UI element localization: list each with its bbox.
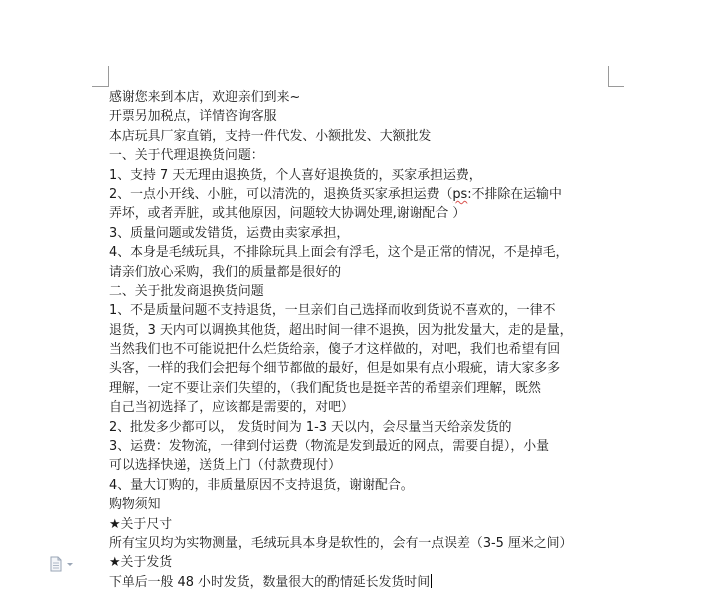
spellcheck-word[interactable]: ps	[452, 186, 468, 202]
text-line: 开票另加税点，详情咨询客服	[109, 109, 277, 125]
text-line: 请亲们放心采购，我们的质量都是很好的	[109, 264, 342, 280]
text-line: 退货，3 天内可以调换其他货，超出时间一律不退换，因为批发量大，走的是量，	[109, 322, 573, 338]
text-line-with-spellcheck: 2、一点小开线、小脏，可以清洗的，退换货买家承担运费（ps:不排除在运输中	[109, 186, 562, 202]
text-line: 弄坏，或者弄脏，或其他原因，问题较大协调处理,谢谢配合 ）	[109, 206, 466, 222]
text-line: 可以选择快递，送货上门（付款费现付）	[109, 458, 342, 474]
text-line: 1、支持 7 天无理由退换货，个人喜好退换货的，买家承担运费，	[109, 167, 482, 183]
text-line: 1、不是质量问题不支持退货，一旦亲们自己选择而收到货说不喜欢的，一律不	[109, 303, 556, 319]
section-heading: 一、关于代理退换货问题：	[109, 148, 264, 164]
text-line: 自己当初选择了，应该都是需要的，对吧）	[109, 400, 354, 416]
text-line: 理解，一定不要让亲们失望的，（我们配货也是挺辛苦的希望亲们理解，既然	[109, 380, 541, 396]
text-line-last	[109, 573, 609, 592]
last-line-text: 下单后一般 48 小时发货，数量很大的酌情延长发货时间	[109, 574, 431, 590]
document-icon[interactable]	[49, 556, 77, 572]
text-line: 所有宝贝均为实物测量，毛绒玩具本身是软性的，会有一点误差（3-5 厘米之间）	[109, 535, 573, 551]
text-line: 4、本身是毛绒玩具，不排除玩具上面会有浮毛，这个是正常的情况，不是掉毛，	[109, 245, 569, 261]
text-line: 头客，一样的我们会把每个细节都做的最好，但是如果有点小瑕疵，请大家多多	[109, 361, 561, 377]
document-body[interactable]	[109, 88, 609, 592]
section-heading: 购物须知	[109, 497, 161, 513]
subsection-heading: ★关于尺寸	[109, 516, 173, 532]
text-line: 4、量大订购的，非质量原因不支持退货，谢谢配合。	[109, 477, 414, 493]
text-line: 当然我们也不可能说把什么烂货给亲，傻子才这样做的，对吧，我们也希望有回	[109, 342, 561, 358]
text-line: 3、运费：发物流，一律到付运费（物流是发到最近的网点，需要自提），小量	[109, 439, 550, 455]
text-cursor	[431, 574, 432, 588]
text-line: 2、批发多少都可以， 发货时间为 1-3 天以内，会尽量当天给亲发货的	[109, 419, 512, 435]
text-line: 本店玩具厂家直销，支持一件代发、小额批发、大额批发	[109, 128, 432, 144]
subsection-heading: ★关于发货	[109, 555, 173, 571]
text-line: 感谢您来到本店，欢迎亲们到来~	[109, 90, 301, 105]
text-line: 3、质量问题或发错货，运费由卖家承担，	[109, 225, 350, 241]
section-heading: 二、关于批发商退换货问题	[109, 283, 264, 299]
